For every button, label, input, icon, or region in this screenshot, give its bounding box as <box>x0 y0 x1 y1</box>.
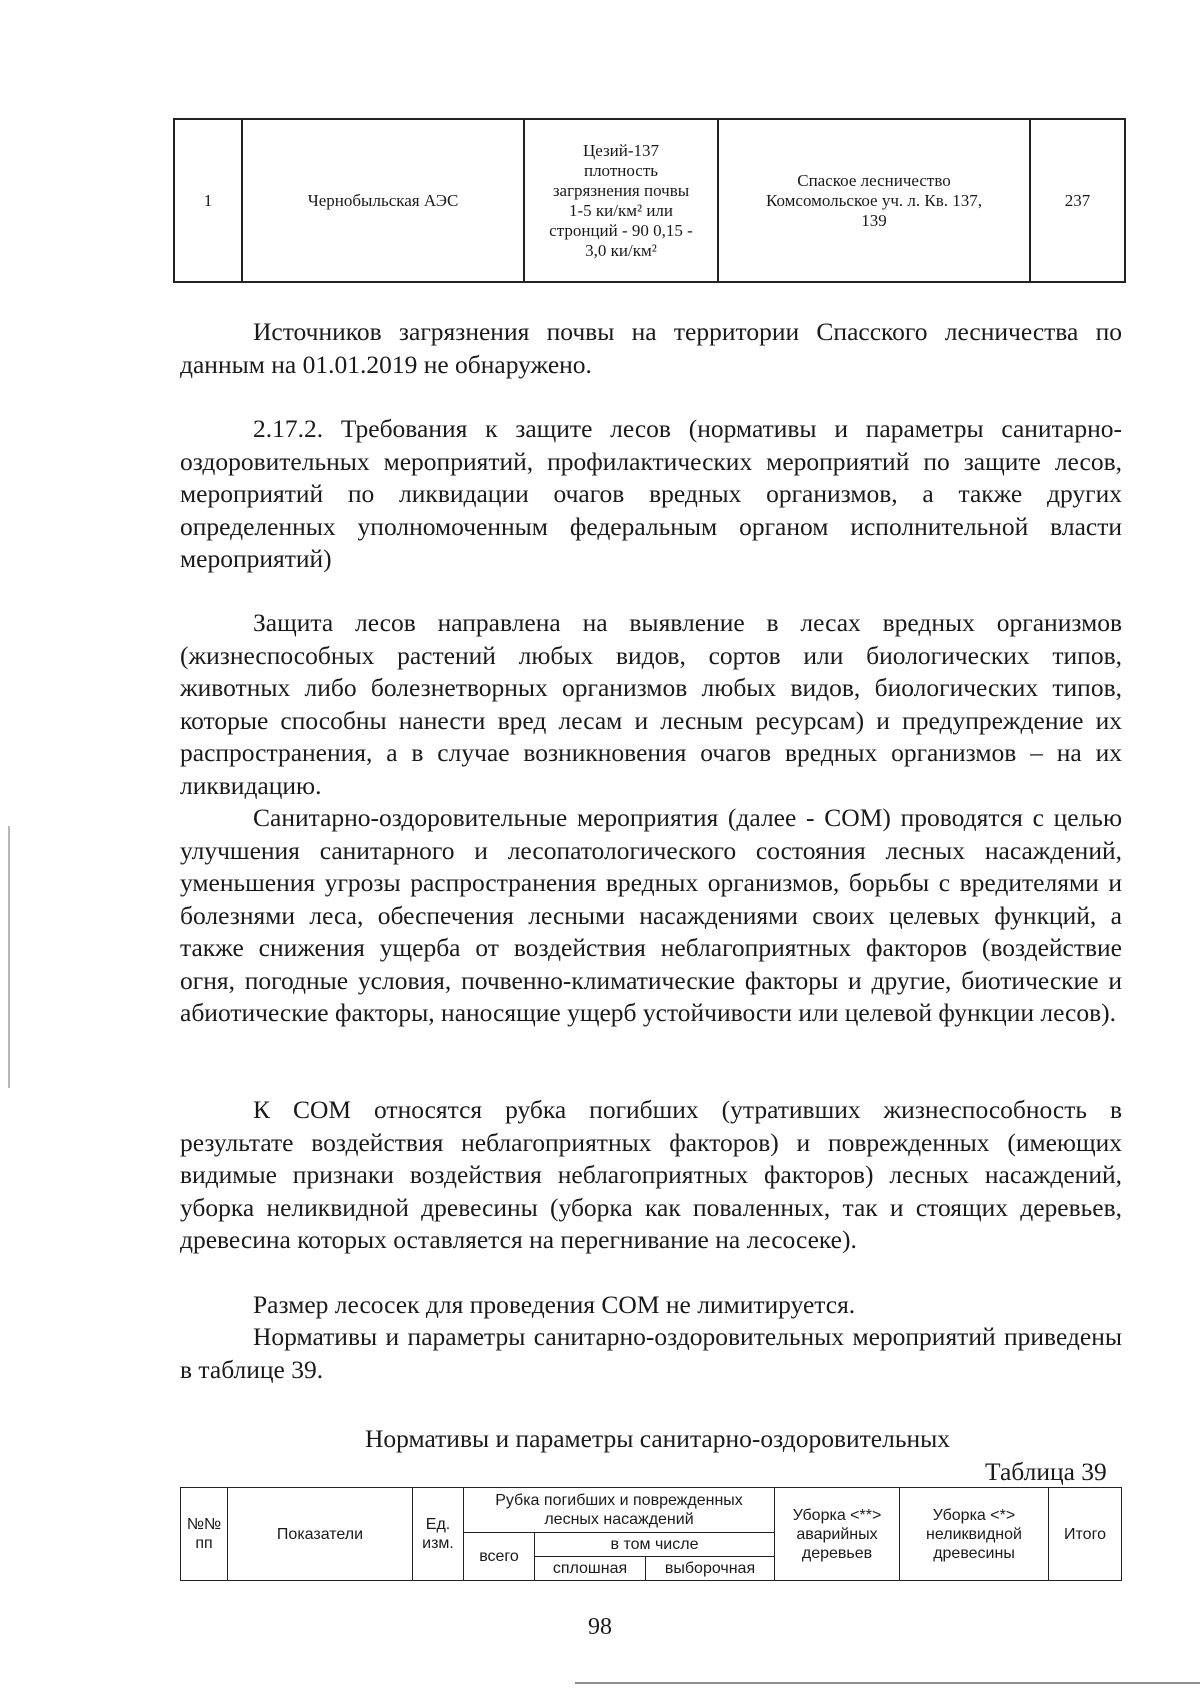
header-including: в том числе <box>535 1532 775 1556</box>
object-cell: Чернобыльская АЭС <box>242 119 524 282</box>
header-selective-cutting: выборочная <box>646 1556 775 1580</box>
sanitary-measures-table <box>180 1487 1122 1581</box>
header-total: Итого <box>1049 1488 1122 1581</box>
page-number: 98 <box>588 1614 612 1640</box>
header-emergency-line: Уборка <**> <box>792 1506 882 1524</box>
location-line: 139 <box>861 210 887 230</box>
contamination-line: плотность <box>583 160 659 180</box>
header-emergency-trees <box>775 1488 900 1581</box>
table-row <box>174 119 1125 282</box>
header-felling-line: лесных насаждений <box>544 1510 694 1528</box>
header-nonliquid-wood <box>900 1488 1049 1581</box>
paragraph-som-purpose: Санитарно-оздоровительные мероприятия (далее - СОМ) проводятся с целью улучшения санитарного и лесопатологического состояния лесных насаждений, уменьшения угрозы распространения вредных организмов, борьбы с вредителями и болезнями леса, обеспечения лесными насаждениями своих целевых функций, а также снижения ущерба от воздействия неблагоприятных факторов (воздействие огня, погодные условия, почвенно-климатические факторы и другие, биотические и абиотические факторы, наносящие ущерб устойчивости или целевой функции лесов). <box>180 803 1122 1027</box>
header-unit-line: Ед. <box>425 1516 451 1533</box>
header-clear-cutting: сплошная <box>535 1556 646 1580</box>
area-cell: 237 <box>1030 119 1125 282</box>
paragraph-som-includes: К СОМ относятся рубка погибших (утративших жизнеспособность в результате воздействия неблагоприятных факторов) и поврежденных (имеющих видимые признаки воздействия неблагоприятных факторов) лесных насаждений, уборка неликвидной древесины (уборка как поваленных, так и стоящих деревьев, древесина которых оставляется на перегнивание на лесосеке). <box>180 1095 1122 1254</box>
table-caption: Нормативы и параметры санитарно-оздоровительных <box>365 1424 950 1453</box>
scan-margin-line <box>8 826 10 1088</box>
header-felling <box>464 1488 775 1533</box>
header-nonliquid-line: древесины <box>933 1544 1015 1562</box>
header-number <box>181 1488 228 1581</box>
contamination-cell <box>524 119 718 282</box>
header-unit <box>413 1488 464 1581</box>
contamination-table <box>173 118 1126 283</box>
paragraph-soil-sources: Источников загрязнения почвы на территории Спасского лесничества по данным на 01.01.2019 не обнаружено. <box>180 317 1122 379</box>
table-number: Таблица 39 <box>985 1457 1107 1486</box>
header-felling-total: всего <box>464 1532 535 1580</box>
location-line: Спаское лесничество <box>797 170 951 190</box>
header-felling-line: Рубка погибших и поврежденных <box>495 1491 743 1509</box>
header-number-line: №№ <box>186 1516 222 1533</box>
contamination-line: Цезий-137 <box>582 140 660 160</box>
table-header-row <box>181 1488 1122 1533</box>
scan-bottom-rule <box>575 1682 1200 1684</box>
contamination-line: стронций - 90 0,15 - <box>549 220 693 240</box>
header-nonliquid-line: Уборка <*> <box>932 1506 1016 1524</box>
section-heading-2-17-2: 2.17.2. Требования к защите лесов (нормативы и параметры санитарно-оздоровительных мероприятий, профилактических мероприятий по защите лесов, мероприятий по ликвидации очагов вредных организмов, а также других определенных уполномоченным федеральным органом исполнительной власти мероприятий) <box>180 414 1122 573</box>
header-indicators: Показатели <box>228 1488 413 1581</box>
header-unit-line: изм. <box>422 1535 454 1552</box>
header-emergency-line: аварийных <box>796 1525 878 1543</box>
header-number-line: пп <box>195 1535 213 1552</box>
contamination-line: 3,0 ки/км² <box>585 240 657 260</box>
contamination-line: загрязнения почвы <box>552 180 690 200</box>
paragraph-table-reference: Нормативы и параметры санитарно-оздоровительных мероприятий приведены в таблице 39. <box>180 1322 1122 1384</box>
header-nonliquid-line: неликвидной <box>926 1525 1022 1543</box>
paragraph-cutting-size: Размер лесосек для проведения СОМ не лимитируется. <box>253 1290 856 1319</box>
row-number-cell: 1 <box>174 119 242 282</box>
contamination-line: 1-5 ки/км² или <box>568 200 674 220</box>
header-emergency-line: деревьев <box>801 1544 873 1562</box>
location-cell <box>718 119 1030 282</box>
paragraph-forest-protection: Защита лесов направлена на выявление в лесах вредных организмов (жизнеспособных растений любых видов, сортов или биологических типов, животных либо болезнетворных организмов любых видов, биологических типов, которые способны нанести вред лесам и лесным ресурсам) и предупреждение их распространения, а в случае возникновения очагов вредных организмов – на их ликвидацию. <box>180 608 1122 800</box>
location-line: Комсомольское уч. л. Кв. 137, <box>765 190 982 210</box>
